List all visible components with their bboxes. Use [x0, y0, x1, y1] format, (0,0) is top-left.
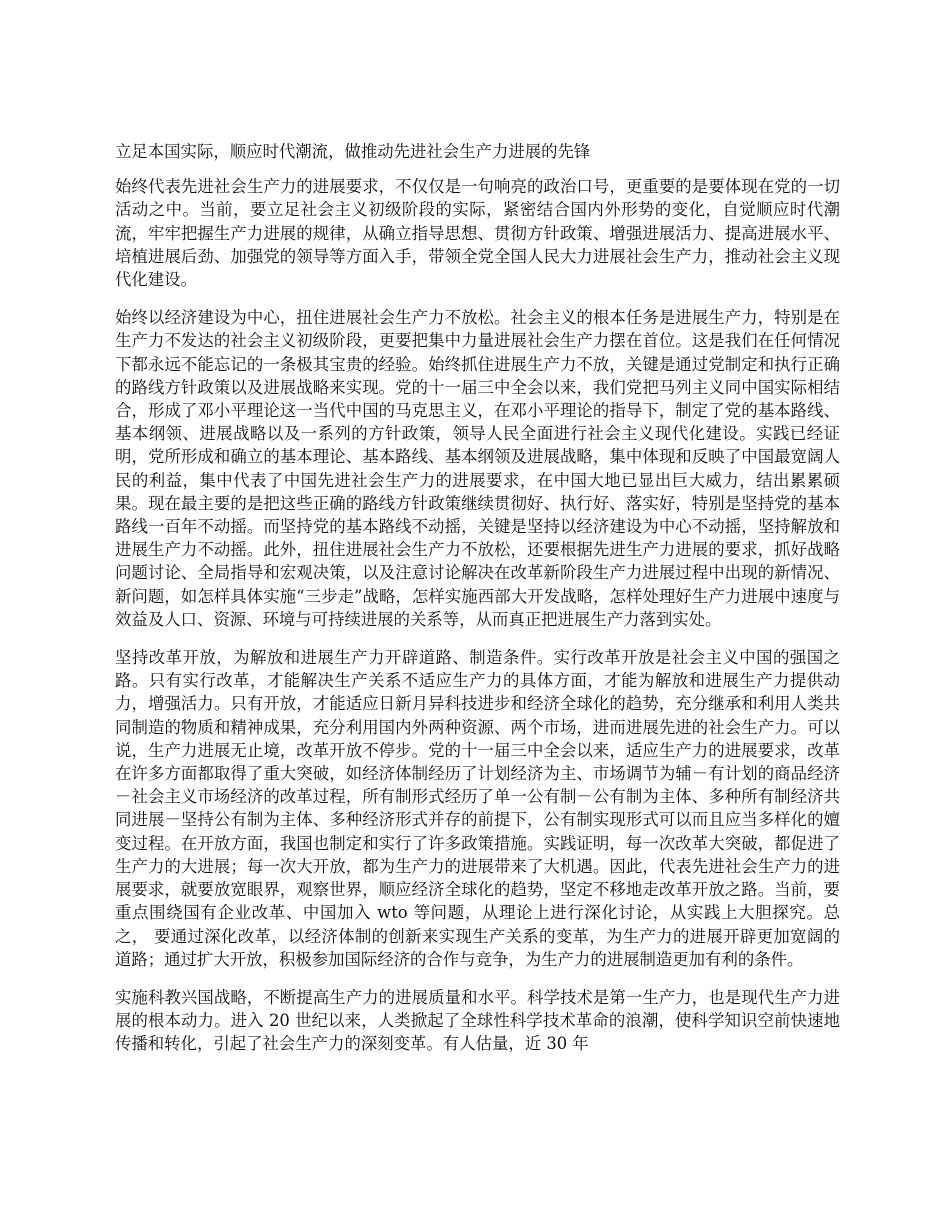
paragraph-1: 始终代表先进社会生产力的进展要求，不仅仅是一句响亮的政治口号，更重要的是要体现在党的一切活动之中。当前，要立足社会主义初级阶段的实际，紧密结合国内外形势的变化，自觉顺应时代潮流，牢牢把握生产力进展的规律，从确立指导思想、贯彻方针政策、增强进展活力、提高进展水平、培植进展后劲、加强党的领导等方面入手，带领全党全国人民大力进展社会生产力，推动社会主义现代化建设。 [115, 177, 840, 290]
document-body [115, 140, 840, 1071]
paragraph-4: 实施科教兴国战略，不断提高生产力的进展质量和水平。科学技术是第一生产力，也是现代生产力进展的根本动力。进入 20 世纪以来，人类掀起了全球性科学技术革命的浪潮，使科学知识空前快速地传播和转化，引起了社会生产力的深刻变革。有人估量，近 30 年 [115, 987, 840, 1054]
paragraph-3: 坚持改革开放，为解放和进展生产力开辟道路、制造条件。实行改革开放是社会主义中国的强国之路。只有实行改革，才能解决生产关系不适应生产力的具体方面，才能为解放和进展生产力提供动力，增强活力。只有开放，才能适应日新月异科技进步和经济全球化的趋势，充分继承和利用人类共同制造的物质和精神成果，充分利用国内外两种资源、两个市场，进而进展先进的社会生产力。可以说，生产力进展无止境，改革开放不停步。党的十一届三中全会以来，适应生产力的进展要求，改革在许多方面都取得了重大突破，如经济体制经历了计划经济为主、市场调节为辅－有计划的商品经济－社会主义市场经济的改革过程，所有制形式经历了单一公有制－公有制为主体、多种所有制经济共同进展－坚持公有制为主体、多种经济形式并存的前提下，公有制实现形式可以而且应当多样化的嬗变过程。在开放方面，我国也制定和实行了许多政策措施。实践证明，每一次改革大突破，都促进了生产力的大进展；每一次大开放，都为生产力的进展带来了大机遇。因此，代表先进社会生产力的进展要求，就要放宽眼界，观察世界，顺应经济全球化的趋势，坚定不移地走改革开放之路。当前，要重点围绕国有企业改革、中国加入 wto 等问题，从理论上进行深化讨论，从实践上大胆探究。总之， 要通过深化改革，以经济体制的创新来实现生产关系的变革，为生产力的进展开辟更加宽阔的道路；通过扩大开放，积极参加国际经济的合作与竞争，为生产力的进展制造更加有利的条件。 [115, 648, 840, 969]
paragraph-2: 始终以经济建设为中心，扭住进展社会生产力不放松。社会主义的根本任务是进展生产力，特别是在生产力不发达的社会主义初级阶段，更要把集中力量进展社会生产力摆在首位。这是我们在任何情况下都永远不能忘记的一条极其宝贵的经验。始终抓住进展生产力不放，关键是通过党制定和执行正确的路线方针政策以及进展战略来实现。党的十一届三中全会以来，我们党把马列主义同中国实际相结合，形成了邓小平理论这一当代中国的马克思主义，在邓小平理论的指导下，制定了党的基本路线、基本纲领、进展战略以及一系列的方针政策，领导人民全面进行社会主义现代化建设。实践已经证明，党所形成和确立的基本理论、基本路线、基本纲领及进展战略，集中体现和反映了中国最宽阔人民的利益，集中代表了中国先进社会生产力的进展要求，在中国大地已显出巨大威力，结出累累硕果。现在最主要的是把这些正确的路线方针政策继续贯彻好、执行好、落实好，特别是坚持党的基本路线一百年不动摇。而坚持党的基本路线不动摇，关键是坚持以经济建设为中心不动摇，坚持解放和进展生产力不动摇。此外，扭住进展社会生产力不放松，还要根据先进生产力进展的要求，抓好战略问题讨论、全局指导和宏观决策，以及注意讨论解决在改革新阶段生产力进展过程中出现的新情况、新问题，如怎样具体实施“三步走”战略，怎样实施西部大开发战略，怎样处理好生产力进展中速度与效益及人口、资源、环境与可持续进展的关系等，从而真正把进展生产力落到实处。 [115, 308, 840, 629]
document-title: 立足本国实际，顺应时代潮流，做推动先进社会生产力进展的先锋 [115, 142, 591, 161]
